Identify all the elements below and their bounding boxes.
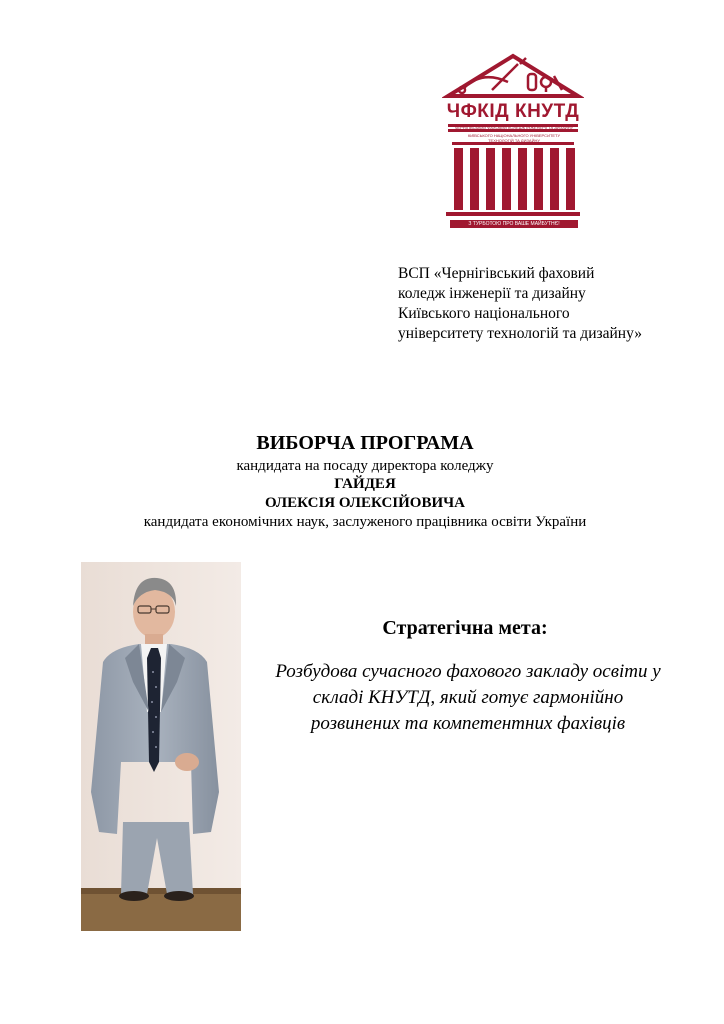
college-logo <box>442 52 592 236</box>
institution-line: ВСП «Чернігівський фаховий <box>398 265 595 282</box>
strategy-line: розвинених та компетентних фахівців <box>310 713 626 734</box>
candidate-name: ОЛЕКСІЯ ОЛЕКСІЙОВИЧА <box>265 495 465 511</box>
candidate-degree-line: кандидата економічних наук, заслуженого працівника освіти України <box>143 514 587 530</box>
logo-slogan: З ТУРБОТОЮ ПРО ВАШЕ МАЙБУТНЄ! <box>450 220 578 228</box>
institution-line: коледж інженерії та дизайну <box>398 285 586 302</box>
strategy-text <box>258 659 678 737</box>
institution-name <box>398 264 698 344</box>
institution-line: Київського національного <box>398 305 570 322</box>
candidate-position-line: кандидата на посаду директора коледжу <box>236 458 494 474</box>
logo-subtitle-2: КИЇВСЬКОГО НАЦІОНАЛЬНОГО УНІВЕРСИТЕТУ <box>467 133 561 138</box>
institution-line: університету технологій та дизайну» <box>398 325 642 342</box>
strategy-line: Розбудова сучасного фахового закладу освіти у <box>275 661 661 682</box>
logo-title: ЧФКІД КНУТД <box>446 101 580 122</box>
candidate-surname: ГАЙДЕЯ <box>334 476 396 492</box>
college-building-logo-icon <box>442 52 584 236</box>
document-title: ВИБОРЧА ПРОГРАМА <box>256 432 474 454</box>
logo-subtitle-1: ЧЕРНІГІВСЬКИЙ ФАХОВИЙ КОЛЕДЖ ІНЖЕНЕРІЇ ТА ДИЗАЙНУ <box>454 125 574 130</box>
strategy-title: Стратегічна мета: <box>382 617 548 639</box>
logo-subtitle-3: ТЕХНОЛОГІЙ ТА ДИЗАЙНУ <box>488 138 540 143</box>
strategy-line: складі КНУТД, який готує гармонійно <box>312 687 624 708</box>
candidate-portrait-photo <box>81 562 241 931</box>
